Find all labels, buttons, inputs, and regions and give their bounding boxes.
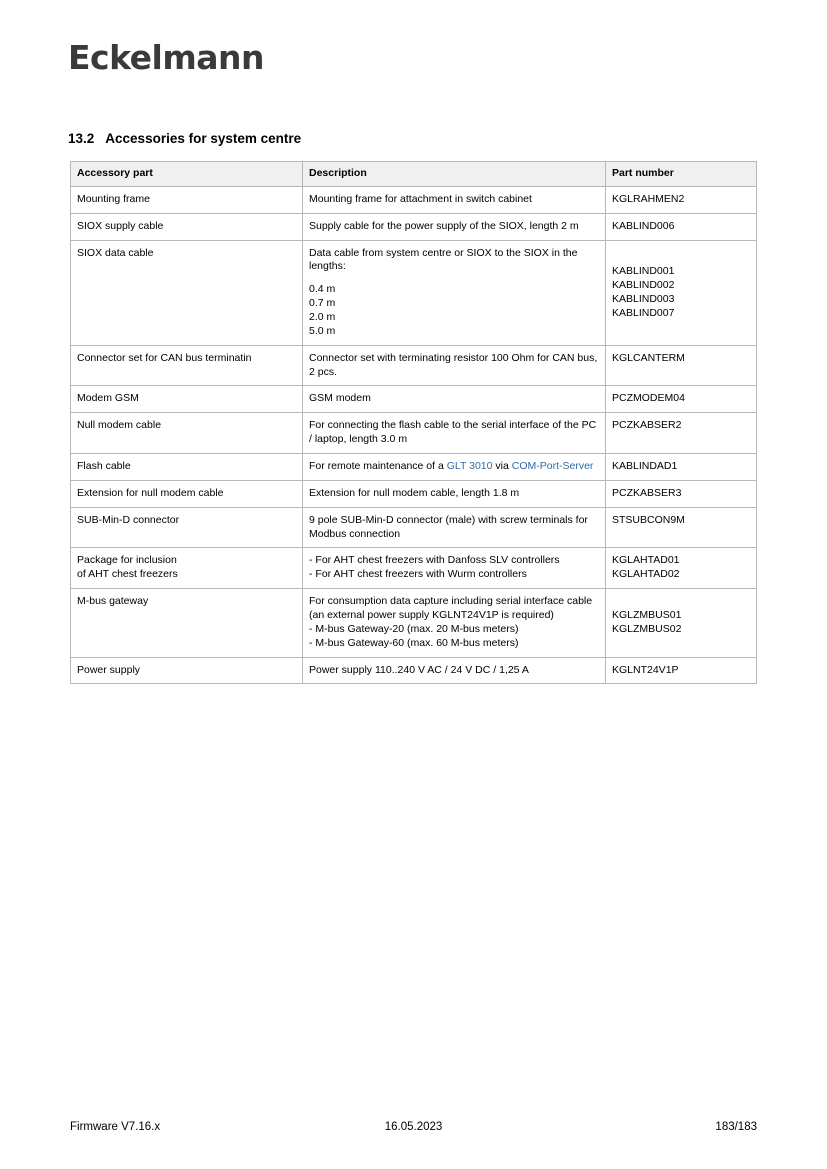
company-logo: Eckelmann [68,38,264,77]
cell-line: - M-bus Gateway-20 (max. 20 M-bus meters) [309,622,519,635]
cell-line: Data cable from system centre or SIOX to the SIOX in the lengths: [309,246,578,273]
text-segment: For remote maintenance of a [309,460,447,473]
section-heading [68,131,301,146]
cell-line: - M-bus Gateway-60 (max. 60 M-bus meters) [309,636,519,649]
cell-accessory-part: Null modem cable [71,413,303,454]
cell-part-number: PCZKABSER2 [606,413,757,454]
cell-line: KABLIND003 [612,292,675,305]
section-number: 13.2 [68,131,95,146]
column-header-part-number: Part number [606,162,757,187]
table-row [71,213,757,240]
cell-accessory-part: Extension for null modem cable [71,480,303,507]
table-row [71,240,757,345]
cell-description [303,548,606,589]
cell-part-number: KGLCANTERM [606,345,757,386]
cell-line: 5.0 m [309,324,336,337]
cell-line: KGLAHTAD02 [612,568,680,581]
cell-line: For consumption data capture including serial interface cable (an external power supply KGLNT24V1P is required) [309,595,593,622]
cell-description: GSM modem [303,386,606,413]
cell-description: Supply cable for the power supply of the SIOX, length 2 m [303,213,606,240]
cell-description: Connector set with terminating resistor 100 Ohm for CAN bus, 2 pcs. [303,345,606,386]
table-row [71,345,757,386]
cell-line: KABLIND002 [612,278,675,291]
cell-line: 2.0 m [309,311,336,324]
cell-accessory-part: Connector set for CAN bus terminatin [71,345,303,386]
cell-part-number [606,589,757,657]
cell-lines [309,247,599,339]
cell-part-number: KABLIND006 [606,213,757,240]
cell-accessory-part: M-bus gateway [71,589,303,657]
cell-lines [77,554,296,582]
cell-part-number [606,548,757,589]
table-row [71,386,757,413]
cell-line: KGLZMBUS02 [612,622,682,635]
table-row [71,454,757,481]
table-body [71,186,757,684]
cell-accessory-part: Flash cable [71,454,303,481]
cell-lines [309,595,599,650]
cell-line: Package for inclusion [77,554,177,567]
cell-description: Extension for null modem cable, length 1.8 m [303,480,606,507]
cell-description [303,240,606,345]
table-row [71,657,757,684]
cell-part-number: PCZMODEM04 [606,386,757,413]
cross-reference-link[interactable]: COM-Port-Server [511,460,594,473]
cell-line: KABLIND001 [612,264,675,277]
cell-description: For connecting the flash cable to the serial interface of the PC / laptop, length 3.0 m [303,413,606,454]
cell-lines [612,554,750,582]
table-row [71,413,757,454]
section-title: Accessories for system centre [105,131,302,146]
cell-part-number: KGLNT24V1P [606,657,757,684]
cell-part-number [606,240,757,345]
cell-lines [612,265,750,320]
cell-lines [309,554,599,582]
text-segment: via [492,460,512,473]
accessories-table [70,161,757,684]
cell-accessory-part: SIOX supply cable [71,213,303,240]
footer-date: 16.05.2023 [384,1121,443,1133]
table-header-row [71,162,757,187]
cell-lines [612,609,750,637]
cell-description [303,589,606,657]
cell-part-number: STSUBCON9M [606,507,757,548]
cell-accessory-part: Modem GSM [71,386,303,413]
column-header-description: Description [303,162,606,187]
table-row [71,589,757,657]
table-row [71,548,757,589]
cell-line: 0.7 m [309,297,336,310]
cell-line: - For AHT chest freezers with Wurm controllers [309,568,527,581]
cell-part-number: PCZKABSER3 [606,480,757,507]
cell-accessory-part [71,548,303,589]
cell-part-number: KGLRAHMEN2 [606,186,757,213]
cell-accessory-part: Mounting frame [71,186,303,213]
cell-accessory-part: SIOX data cable [71,240,303,345]
cell-accessory-part: SUB-Min-D connector [71,507,303,548]
footer-firmware: Firmware V7.16.x [70,1121,161,1133]
cell-description: Power supply 110..240 V AC / 24 V DC / 1,25 A [303,657,606,684]
cell-description: Mounting frame for attachment in switch cabinet [303,186,606,213]
footer-page-number: 183/183 [715,1121,757,1133]
table-row [71,186,757,213]
table-row [71,480,757,507]
cell-accessory-part: Power supply [71,657,303,684]
cross-reference-link[interactable]: GLT 3010 [446,460,493,473]
cell-description [303,454,606,481]
cell-line: of AHT chest freezers [77,568,178,581]
cell-description: 9 pole SUB-Min-D connector (male) with screw terminals for Modbus connection [303,507,606,548]
cell-line: KGLAHTAD01 [612,554,680,567]
cell-line: - For AHT chest freezers with Danfoss SLV controllers [309,554,560,567]
cell-line: KABLIND007 [612,306,675,319]
page-footer [0,1121,827,1145]
cell-line: 0.4 m [309,283,336,296]
column-header-accessory-part: Accessory part [71,162,303,187]
table-row [71,507,757,548]
cell-line: KGLZMBUS01 [612,609,682,622]
cell-part-number: KABLINDAD1 [606,454,757,481]
